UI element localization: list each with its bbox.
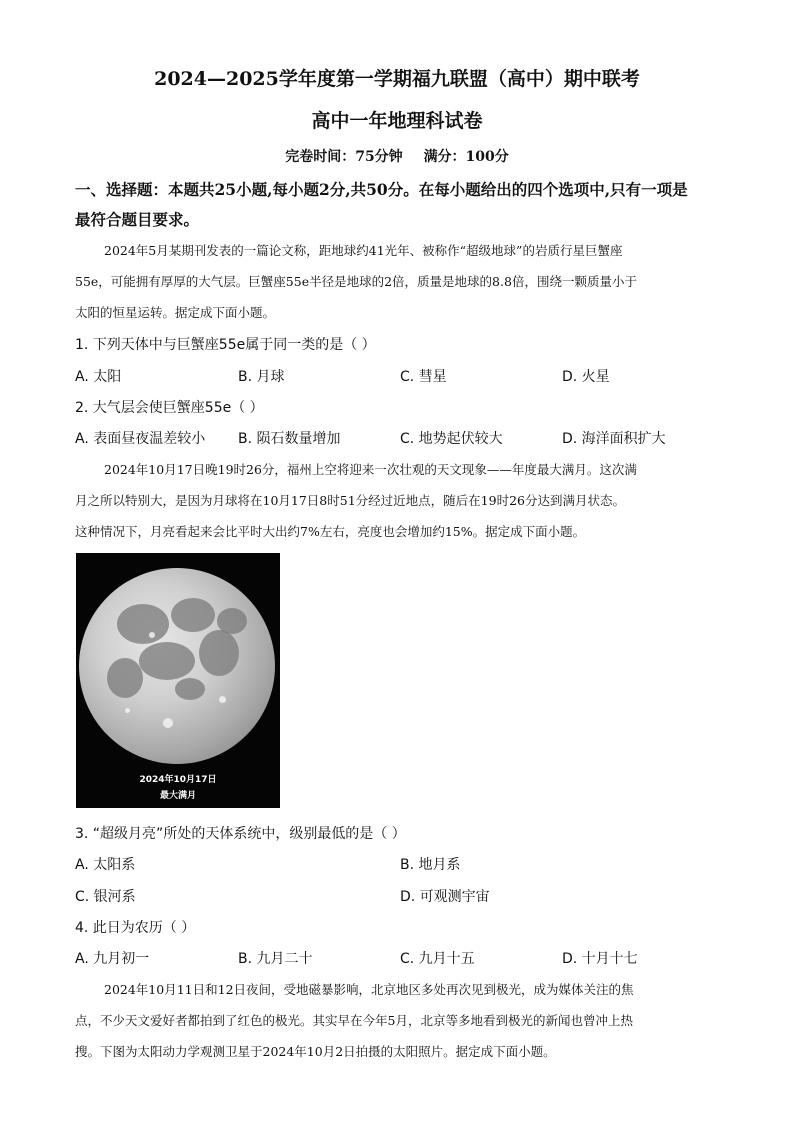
q3-option-b[interactable]: B. 地月系 [400,857,461,873]
q2-stem: 2. 大气层会使巨蟹座55e（ ） [75,400,264,416]
q2-option-a[interactable]: A. 表面昼夜温差较小 [75,431,206,447]
passage3-line3: 搜。下图为太阳动力学观测卫星于2024年10月2日拍摄的太阳照片。据定成下面小题。 [75,1044,556,1059]
full-moon-photo [76,553,280,808]
q1-option-b[interactable]: B. 月球 [238,369,285,385]
time-label: 完卷时间：75分钟 [285,149,403,165]
exam-meta [0,146,794,166]
q4-option-c[interactable]: C. 九月十五 [400,951,475,967]
q3-option-d[interactable]: D. 可观测宇宙 [400,889,490,905]
section-heading-cont: 最符合题目要求。 [75,210,200,229]
q3-stem: 3. “超级月亮”所处的天体系统中，级别最低的是（ ） [75,826,406,842]
exam-subtitle: 高中一年地理科试卷 [311,110,483,132]
photo-caption-title: 最大满月 [159,791,196,801]
passage1-line1: 2024年5月某期刊发表的一篇论文称，距地球约41光年、被称作“超级地球”的岩质行星巨蟹座 [104,243,623,258]
q2-option-b[interactable]: B. 陨石数量增加 [238,431,341,447]
passage2-line3: 这种情况下，月亮看起来会比平时大出约7%左右，亮度也会增加约15%。据定成下面小题。 [75,524,586,539]
passage3-line1: 2024年10月11日和12日夜间，受地磁暴影响，北京地区多处再次见到极光，成为媒体关注的焦 [104,982,634,997]
moon-image [79,568,275,764]
q1-option-c[interactable]: C. 彗星 [400,369,447,385]
passage1-line2: 55e，可能拥有厚厚的大气层。巨蟹座55e半径是地球的2倍，质量是地球的8.8倍，围绕一颗质量小于 [75,274,637,289]
passage2-line2: 月之所以特别大，是因为月球将在10月17日8时51分经过近地点，随后在19时26分达到满月状态。 [75,493,625,508]
q3-option-a[interactable]: A. 太阳系 [75,857,136,873]
q4-option-d[interactable]: D. 十月十七 [562,951,638,967]
exam-title: 2024—2025学年度第一学期福九联盟（高中）期中联考 [154,68,640,90]
photo-caption-date: 2024年10月17日 [139,775,217,785]
q4-option-b[interactable]: B. 九月二十 [238,951,313,967]
section-heading: 一、选择题：本题共25小题,每小题2分,共50分。在每小题给出的四个选项中,只有一项是 [75,180,688,199]
q2-option-d[interactable]: D. 海洋面积扩大 [562,431,666,447]
passage2-line1: 2024年10月17日晚19时26分，福州上空将迎来一次壮观的天文现象——年度最大满月。这次满 [104,462,637,477]
q1-option-d[interactable]: D. 火星 [562,369,610,385]
q2-option-c[interactable]: C. 地势起伏较大 [400,431,503,447]
passage3-line2: 点，不少天文爱好者都拍到了红色的极光。其实早在今年5月，北京等多地看到极光的新闻也曾冲上热 [75,1013,633,1028]
passage1-line3: 太阳的恒星运转。据定成下面小题。 [75,305,276,320]
q4-stem: 4. 此日为农历（ ） [75,920,196,936]
q1-option-a[interactable]: A. 太阳 [75,369,122,385]
q4-option-a[interactable]: A. 九月初一 [75,951,150,967]
q3-option-c[interactable]: C. 银河系 [75,889,136,905]
score-label: 满分：100分 [423,149,509,165]
q1-stem: 1. 下列天体中与巨蟹座55e属于同一类的是（ ） [75,337,376,353]
